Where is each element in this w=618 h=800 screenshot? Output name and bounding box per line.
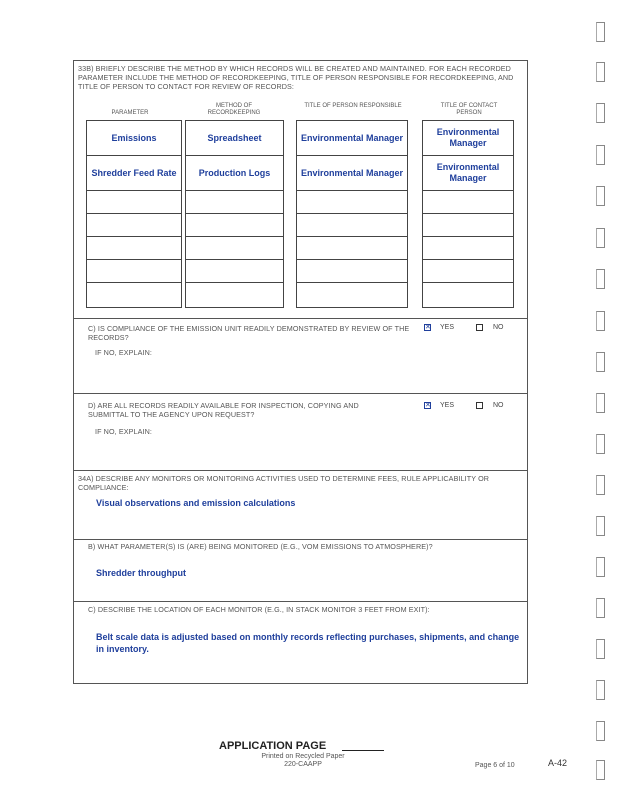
table-cell	[86, 259, 182, 283]
footer-form-code: 220-CAAPP	[284, 761, 322, 768]
section-divider	[74, 318, 527, 319]
q34a-answer: Visual observations and emission calculations	[96, 498, 296, 508]
q33c-no-label: NO	[493, 324, 504, 331]
q34a-text: 34A) DESCRIBE ANY MONITORS OR MONITORING ACTIVITIES USED TO DETERMINE FEES, RULE APPLICABILITY OR COMPLIANCE:	[78, 474, 490, 492]
table-cell: Production Logs	[185, 155, 284, 191]
q33d-no-label: NO	[493, 402, 504, 409]
binder-tab	[596, 760, 605, 780]
binder-tab	[596, 228, 605, 248]
table-cell: Spreadsheet	[185, 120, 284, 156]
table-cell	[296, 190, 408, 214]
footer-page-blank	[342, 750, 384, 751]
table-cell	[422, 236, 514, 260]
table-cell	[296, 259, 408, 283]
q33d-yes-label: YES	[440, 402, 455, 409]
table-cell	[185, 259, 284, 283]
binder-tab	[596, 598, 605, 618]
binder-tab	[596, 62, 605, 82]
section-divider	[74, 601, 527, 602]
q33b-text: 33B) BRIEFLY DESCRIBE THE METHOD BY WHICH RECORDS WILL BE CREATED AND MAINTAINED. FOR EACH RECORDED PARAMETER INCLUDE THE METHOD OF RECORDKEEPING, TITLE OF PERSON RESPONSIBLE FOR RECORDKEEPING, AND TITLE OF PERSON TO CONTACT FOR REVIEW OF RECORDS:	[78, 64, 514, 91]
q34b-answer: Shredder throughput	[96, 568, 186, 578]
binder-tab	[596, 475, 605, 495]
table-cell	[296, 236, 408, 260]
table-cell	[422, 259, 514, 283]
q34c-answer: Belt scale data is adjusted based on monthly records reflecting purchases, shipments, and change in inventory.	[96, 632, 520, 654]
table-cell	[86, 282, 182, 308]
table-cell	[185, 236, 284, 260]
footer-page-number: Page 6 of 10	[475, 762, 515, 769]
q33c-yes-checkbox[interactable]: ✕	[425, 324, 431, 331]
binder-tab	[596, 680, 605, 700]
q33d-text: D) ARE ALL RECORDS READILY AVAILABLE FOR INSPECTION, COPYING AND SUBMITTAL TO THE AGENCY UPON REQUEST?	[88, 401, 359, 419]
footer-page-id: A-42	[548, 758, 568, 768]
table-cell	[422, 190, 514, 214]
table-cell	[86, 236, 182, 260]
q33d-no-checkbox[interactable]	[476, 402, 483, 409]
section-divider	[74, 470, 527, 471]
section-divider	[74, 539, 527, 540]
q33c-yes-label: YES	[440, 324, 455, 331]
col-header-method: METHOD OF RECORDKEEPING	[207, 103, 261, 116]
table-cell: Emissions	[86, 120, 182, 156]
section-divider	[74, 393, 527, 394]
table-cell	[296, 213, 408, 237]
q33c-explain-label: IF NO, EXPLAIN:	[95, 348, 153, 357]
q33c-text: C) IS COMPLIANCE OF THE EMISSION UNIT READILY DEMONSTRATED BY REVIEW OF THE RECORDS?	[88, 324, 410, 342]
table-cell: Environmental Manager	[422, 120, 514, 156]
binder-tab	[596, 269, 605, 289]
footer-recycled: Printed on Recycled Paper	[261, 753, 345, 760]
table-cell: Environmental Manager	[296, 155, 408, 191]
binder-tab	[596, 639, 605, 659]
q33d-explain-label: IF NO, EXPLAIN:	[95, 427, 153, 436]
binder-tab	[596, 434, 605, 454]
binder-tab	[596, 721, 605, 741]
q34b-text: B) WHAT PARAMETER(S) IS (ARE) BEING MONITORED (E.G., VOM EMISSIONS TO ATMOSPHERE)?	[88, 542, 433, 551]
binder-tab	[596, 516, 605, 536]
q33c-no-checkbox[interactable]	[476, 324, 483, 331]
table-cell	[185, 190, 284, 214]
table-cell	[185, 282, 284, 308]
col-header-responsible: TITLE OF PERSON RESPONSIBLE	[304, 103, 402, 109]
binder-tab	[596, 103, 605, 123]
table-cell	[422, 282, 514, 308]
table-cell	[185, 213, 284, 237]
binder-tab	[596, 145, 605, 165]
form-frame	[73, 60, 528, 684]
table-cell: Environmental Manager	[296, 120, 408, 156]
q34c-text: C) DESCRIBE THE LOCATION OF EACH MONITOR (E.G., IN STACK MONITOR 3 FEET FROM EXIT):	[88, 605, 430, 614]
table-cell	[86, 190, 182, 214]
table-cell	[86, 213, 182, 237]
footer-title: APPLICATION PAGE	[219, 740, 327, 752]
binder-tab	[596, 186, 605, 206]
table-cell	[422, 213, 514, 237]
binder-tab	[596, 393, 605, 413]
q33d-yes-checkbox[interactable]: ✕	[425, 402, 431, 409]
table-cell: Shredder Feed Rate	[86, 155, 182, 191]
binder-tab	[596, 352, 605, 372]
binder-tab	[596, 557, 605, 577]
col-header-parameter: PARAMETER	[111, 110, 149, 116]
col-header-contact: TITLE OF CONTACT PERSON	[440, 103, 498, 116]
table-cell: Environmental Manager	[422, 155, 514, 191]
binder-tab	[596, 311, 605, 331]
binder-tab	[596, 22, 605, 42]
table-cell	[296, 282, 408, 308]
